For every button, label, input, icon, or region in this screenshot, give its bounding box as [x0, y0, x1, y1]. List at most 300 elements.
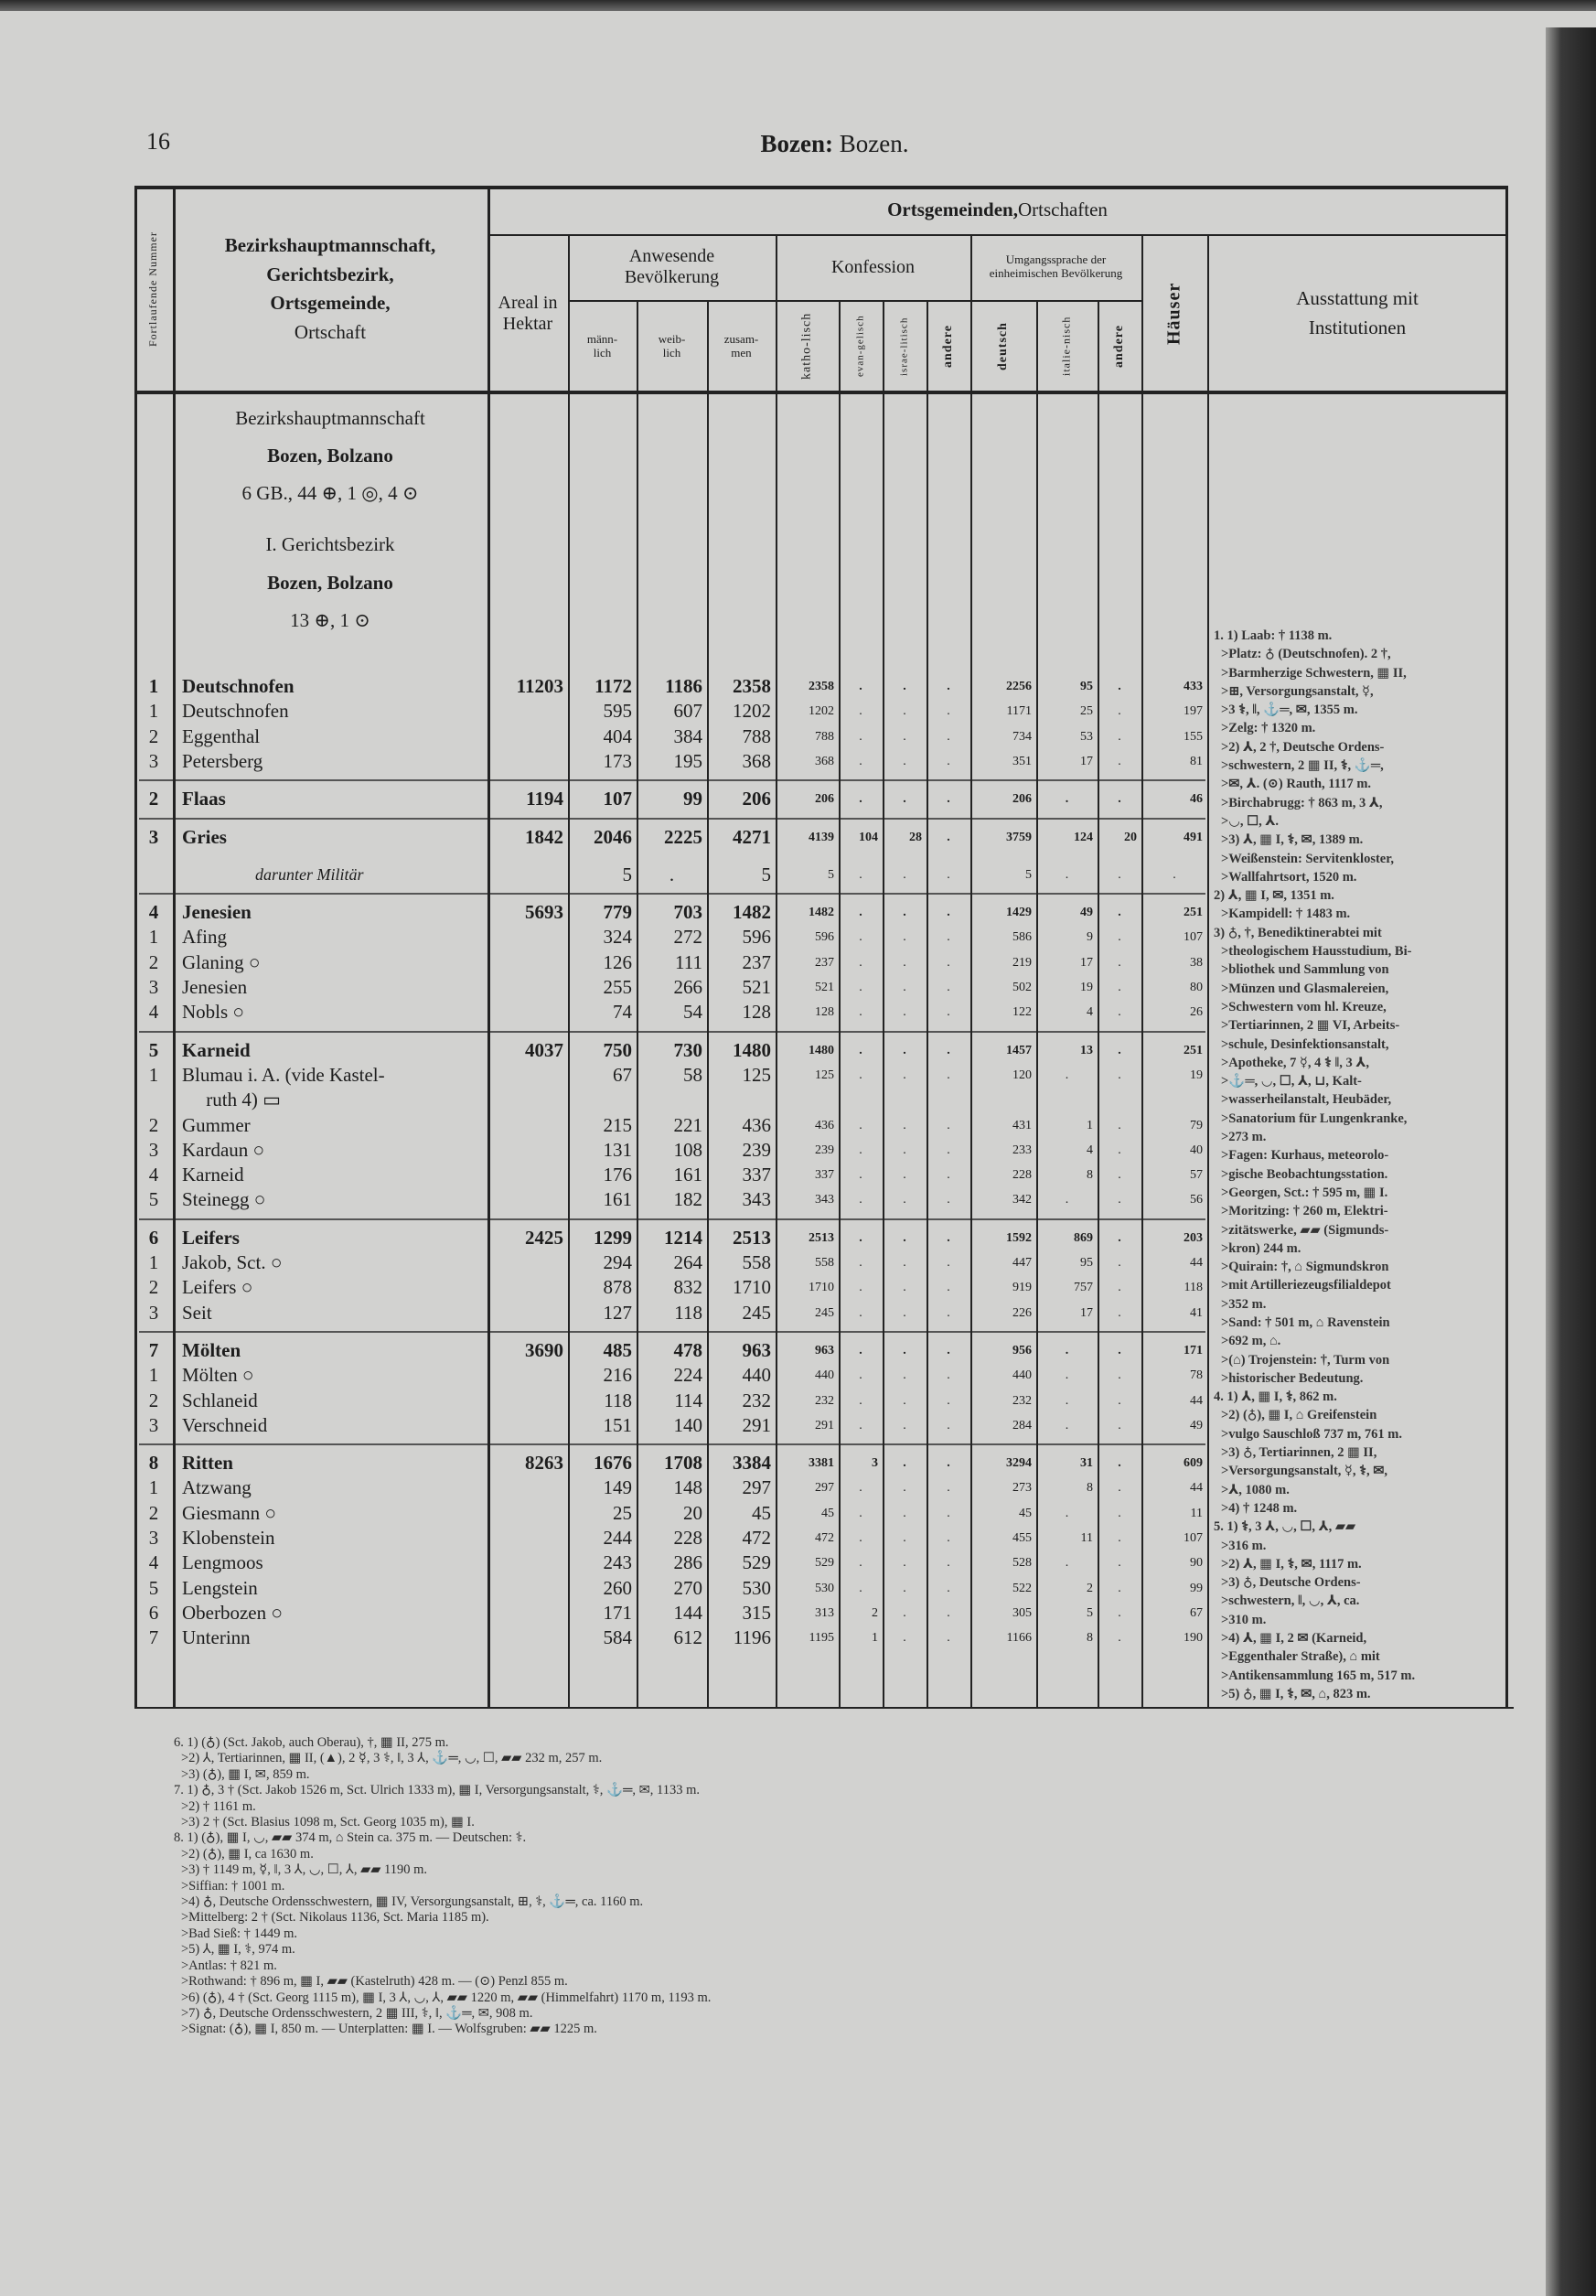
- row-value: 1186: [665, 675, 702, 697]
- table-row: [134, 1451, 1207, 1475]
- row-value: 108: [673, 1138, 702, 1161]
- row-value: 440: [742, 1364, 771, 1387]
- row-value: .: [903, 1393, 906, 1408]
- row-value: .: [947, 704, 950, 719]
- row-value: [487, 1389, 568, 1413]
- row-value: 127: [603, 1301, 632, 1324]
- row-value: 3: [872, 1456, 878, 1471]
- row-value: .: [859, 1506, 862, 1520]
- row-name: Petersberg: [182, 749, 263, 772]
- row-value: .: [859, 1281, 862, 1295]
- row-value: .: [903, 955, 906, 970]
- table-row: [134, 1163, 1207, 1187]
- row-value: 433: [1184, 680, 1203, 693]
- row-value: .: [947, 1043, 950, 1057]
- row-value: 1708: [664, 1452, 702, 1475]
- row-value: 3381: [809, 1456, 834, 1471]
- table-row: [134, 825, 1207, 850]
- group-separator: [139, 1331, 1205, 1333]
- row-value: 56: [1190, 1193, 1203, 1207]
- row-value: .: [947, 1393, 950, 1408]
- row-value: [487, 1187, 568, 1212]
- row-value: .: [1118, 704, 1121, 719]
- row-value: 118: [1184, 1281, 1203, 1295]
- footnote-line: >Bad Sieß: † 1449 m.: [181, 1926, 297, 1941]
- row-value: 1480: [809, 1043, 834, 1057]
- row-value: [487, 1475, 568, 1500]
- note-line: 3) ♁, †, Benediktinerabtei mit: [1214, 925, 1382, 940]
- row-value: 1214: [664, 1226, 702, 1249]
- row-value: [487, 1526, 568, 1550]
- row-value: 11: [1080, 1531, 1093, 1545]
- row-value: .: [1118, 906, 1121, 920]
- row-value: .: [859, 1368, 862, 1383]
- row-value: 584: [603, 1626, 632, 1649]
- row-value: .: [859, 1481, 862, 1496]
- row-number: 3: [148, 1413, 159, 1436]
- header-haeuser: Häuser: [1163, 282, 1184, 345]
- table-row: [134, 1000, 1207, 1025]
- row-value: .: [1118, 1068, 1121, 1082]
- page-title: [0, 130, 1596, 158]
- row-value: 1592: [1006, 1230, 1032, 1245]
- note-line: >(⌂) Trojenstein: †, Turm von: [1221, 1352, 1390, 1368]
- row-value: .: [859, 1193, 862, 1207]
- row-value: 596: [815, 930, 834, 945]
- table-row: [134, 1038, 1207, 1063]
- footnote-line: >3) (♁), ▦ I, ✉, 859 m.: [181, 1766, 310, 1782]
- header-konfession: Konfession: [830, 256, 916, 277]
- note-line: >310 m.: [1221, 1612, 1267, 1627]
- note-line: >Zelg: † 1320 m.: [1221, 721, 1316, 736]
- row-number: 7: [148, 1626, 159, 1649]
- group-separator: [139, 1031, 1205, 1033]
- row-value: 1195: [809, 1631, 834, 1646]
- row-value: 239: [742, 1138, 771, 1161]
- row-value: .: [859, 1068, 862, 1082]
- intro-line: Bozen, Bolzano: [267, 572, 393, 594]
- row-value: .: [859, 1230, 862, 1245]
- row-value: 182: [673, 1188, 702, 1211]
- table-row: [134, 975, 1207, 1000]
- row-value: .: [859, 1005, 862, 1020]
- row-value: 124: [1074, 830, 1093, 844]
- row-value: .: [947, 1230, 950, 1245]
- row-value: 1299: [594, 1226, 632, 1249]
- row-number: 3: [148, 1138, 159, 1161]
- header-weiblich: weib-lich: [658, 331, 686, 359]
- row-value: 522: [1012, 1581, 1032, 1595]
- row-value: 558: [742, 1251, 771, 1273]
- row-value: .: [947, 1506, 950, 1520]
- table-row: [134, 1063, 1207, 1088]
- note-line: >Weißenstein: Servitenkloster,: [1221, 851, 1394, 866]
- footnote-line: >4) ♁, Deutsche Ordensschwestern, ▦ IV, Versorgungsanstalt, ⊞, ⚕, ⚓═, ca. 1160 m.: [181, 1894, 644, 1910]
- row-value: .: [903, 1368, 906, 1383]
- row-value: 530: [742, 1576, 771, 1599]
- note-line: >2) (♁), ▦ I, ⌂ Greifenstein: [1221, 1408, 1377, 1423]
- note-line: 1. 1) Laab: † 1138 m.: [1214, 628, 1333, 643]
- row-value: 2425: [525, 1226, 563, 1249]
- row-value: 224: [673, 1364, 702, 1387]
- row-number: 4: [148, 1001, 159, 1024]
- row-value: [487, 1250, 568, 1275]
- row-value: 447: [1012, 1256, 1032, 1270]
- row-value: .: [947, 1143, 950, 1157]
- row-value: .: [859, 1531, 862, 1545]
- row-number: 3: [148, 1527, 159, 1549]
- row-value: .: [1118, 1506, 1121, 1520]
- row-value: .: [859, 1305, 862, 1320]
- table-row: [134, 950, 1207, 975]
- row-value: 206: [742, 788, 771, 810]
- row-value: .: [947, 1581, 950, 1595]
- row-value: 251: [1184, 906, 1203, 920]
- row-number: 7: [148, 1338, 159, 1361]
- column-rule: [1141, 234, 1143, 1709]
- row-value: 4139: [809, 830, 834, 844]
- table-row: [134, 1363, 1207, 1388]
- row-value: 233: [1012, 1143, 1032, 1157]
- row-value: 384: [673, 724, 702, 747]
- note-line: >bliothek und Sammlung von: [1221, 962, 1389, 978]
- row-value: .: [1118, 1481, 1121, 1496]
- note-line: >vulgo Sauschloß 737 m, 761 m.: [1221, 1426, 1403, 1442]
- column-rule: [637, 300, 638, 1709]
- row-value: 171: [603, 1601, 632, 1624]
- footnote-line: >2) † 1161 m.: [181, 1798, 256, 1814]
- note-line: 2) ⅄, ▦ I, ✉, 1351 m.: [1214, 888, 1334, 904]
- row-value: 2: [1087, 1581, 1093, 1595]
- note-line: >3) ♁, Deutsche Ordens-: [1221, 1575, 1361, 1591]
- row-value: [487, 699, 568, 724]
- row-value: 291: [742, 1413, 771, 1436]
- row-value: 237: [815, 955, 834, 970]
- row-value: .: [903, 1168, 906, 1183]
- row-value: .: [1118, 981, 1121, 994]
- row-value: 19: [1080, 981, 1093, 994]
- row-value: 436: [742, 1113, 771, 1136]
- row-value: .: [1118, 1531, 1121, 1545]
- row-value: .: [903, 1556, 906, 1571]
- row-value: .: [903, 704, 906, 719]
- row-value: .: [859, 1118, 862, 1132]
- row-value: .: [903, 1531, 906, 1545]
- row-value: .: [1118, 1118, 1121, 1132]
- row-value: 11: [1190, 1506, 1203, 1520]
- row-value: 237: [742, 950, 771, 973]
- row-value: 232: [742, 1389, 771, 1411]
- row-value: 260: [603, 1576, 632, 1599]
- table-row: [134, 1088, 1207, 1112]
- row-value: 5: [1025, 867, 1032, 882]
- row-value: 272: [673, 926, 702, 949]
- row-number: 2: [148, 724, 159, 747]
- note-line: >✉, ⅄. (⊙) Rauth, 1117 m.: [1221, 777, 1372, 792]
- header-name-line: Gerichtsbezirk,: [266, 263, 394, 285]
- row-value: 149: [603, 1476, 632, 1499]
- footnote-line: >Antlas: † 821 m.: [181, 1958, 277, 1973]
- row-number: 1: [148, 926, 159, 949]
- row-name: Klobenstein: [182, 1527, 275, 1549]
- row-value: .: [1118, 1305, 1121, 1320]
- row-value: 2256: [1006, 680, 1032, 693]
- table-row: [134, 1413, 1207, 1438]
- table-row: [134, 925, 1207, 950]
- row-value: [487, 1501, 568, 1526]
- note-line: >316 m.: [1221, 1538, 1267, 1553]
- title-bold: Bozen:: [760, 130, 833, 157]
- row-value: 1202: [809, 704, 834, 719]
- row-value: .: [1118, 680, 1121, 693]
- row-value: .: [1118, 1005, 1121, 1020]
- row-name: Lengmoos: [182, 1551, 263, 1574]
- table-row: [134, 1475, 1207, 1500]
- note-line: >schwestern, 2 ▦ II, ⚕, ⚓═,: [1221, 758, 1384, 774]
- row-value: 1676: [594, 1452, 632, 1475]
- row-value: 284: [1012, 1418, 1032, 1432]
- note-line: >2) ⅄, ▦ I, ⚕, ✉, 1117 m.: [1221, 1556, 1362, 1572]
- row-value: 28: [909, 830, 922, 844]
- row-value: .: [859, 729, 862, 744]
- note-line: >historischer Bedeutung.: [1221, 1370, 1364, 1386]
- row-value: 286: [673, 1551, 702, 1574]
- row-name: Schlaneid: [182, 1389, 258, 1411]
- row-name: ruth 4) ▭: [182, 1089, 281, 1111]
- row-value: .: [1118, 930, 1121, 945]
- row-value: 232: [815, 1393, 834, 1408]
- statistics-table: [134, 186, 1507, 1709]
- row-value: .: [1065, 1393, 1069, 1408]
- footnote-line: >7) ♁, Deutsche Ordensschwestern, 2 ▦ III, ⚕, ‖, ⚓═, ✉, 908 m.: [181, 2005, 533, 2021]
- row-value: 107: [603, 788, 632, 810]
- row-number: 1: [148, 1364, 159, 1387]
- row-value: 1166: [1006, 1631, 1032, 1646]
- row-value: .: [859, 867, 862, 882]
- column-rule: [839, 300, 841, 1709]
- row-value: 226: [1012, 1305, 1032, 1320]
- note-line: >Schwestern vom hl. Kreuze,: [1221, 999, 1387, 1014]
- row-value: 221: [673, 1113, 702, 1136]
- row-value: .: [947, 1368, 950, 1383]
- row-value: .: [1118, 1143, 1121, 1157]
- group-separator: [139, 1443, 1205, 1445]
- row-number: 8: [148, 1452, 159, 1475]
- footnote-line: >5) ⅄, ▦ I, ⚕, 974 m.: [181, 1942, 295, 1958]
- header-italienisch: italie-nisch: [1059, 316, 1073, 377]
- row-number: 2: [148, 1113, 159, 1136]
- row-value: .: [947, 1418, 950, 1432]
- row-value: [487, 975, 568, 1000]
- row-value: .: [859, 1393, 862, 1408]
- row-value: 337: [815, 1168, 834, 1183]
- row-value: 270: [673, 1576, 702, 1599]
- row-value: 3294: [1006, 1456, 1032, 1471]
- row-value: .: [947, 867, 950, 882]
- row-value: 832: [673, 1276, 702, 1299]
- row-value: 74: [613, 1001, 632, 1024]
- note-line: >Versorgungsanstalt, ☿, ⚕, ✉,: [1221, 1464, 1388, 1479]
- row-name: Karneid: [182, 1038, 251, 1061]
- table-row: [134, 1226, 1207, 1250]
- row-value: 491: [1184, 830, 1203, 844]
- row-value: [487, 1363, 568, 1388]
- note-line: >wasserheilanstalt, Heubäder,: [1221, 1092, 1392, 1108]
- row-value: .: [1118, 1556, 1121, 1571]
- row-value: 251: [1184, 1043, 1203, 1057]
- header-group-bold: Ortsgemeinden,: [887, 198, 1018, 221]
- row-value: 40: [1190, 1143, 1203, 1157]
- note-line: >352 m.: [1221, 1296, 1267, 1312]
- table-row: [134, 1601, 1207, 1625]
- row-value: 17: [1080, 1305, 1093, 1320]
- row-value: 95: [1080, 1256, 1093, 1270]
- row-name: Gries: [182, 825, 227, 848]
- intro-line: I. Gerichtsbezirk: [265, 533, 395, 555]
- row-number: 3: [148, 749, 159, 772]
- row-value: [487, 1625, 568, 1650]
- group-separator: [139, 779, 1205, 781]
- table-row: [134, 674, 1207, 699]
- table-row: [134, 1187, 1207, 1212]
- row-value: 161: [603, 1188, 632, 1211]
- row-number: 2: [148, 1276, 159, 1299]
- row-value: 1171: [1006, 704, 1032, 719]
- footnote-line: >Signat: (♁), ▦ I, 850 m. — Unterplatten: ▦ I. — Wolfsgruben: ▰▰ 1225 m.: [181, 2022, 597, 2037]
- row-value: .: [903, 867, 906, 882]
- row-value: .: [947, 830, 950, 844]
- row-value: .: [1065, 1368, 1069, 1383]
- row-value: 215: [603, 1113, 632, 1136]
- row-value: 3384: [733, 1452, 771, 1475]
- row-number: 5: [148, 1576, 159, 1599]
- row-value: .: [903, 1043, 906, 1057]
- row-number: 2: [148, 1501, 159, 1524]
- table-body: [134, 392, 1507, 1709]
- row-value: 963: [815, 1343, 834, 1357]
- row-value: 612: [673, 1626, 702, 1649]
- row-value: .: [1118, 1581, 1121, 1595]
- table-row: [134, 1138, 1207, 1163]
- row-value: .: [947, 955, 950, 970]
- column-rule: [883, 300, 884, 1709]
- table-row: [134, 1301, 1207, 1325]
- row-value: 216: [603, 1364, 632, 1387]
- row-value: 528: [1012, 1556, 1032, 1571]
- row-value: 13: [1080, 1043, 1093, 1057]
- row-value: .: [1118, 1631, 1121, 1646]
- row-value: 869: [1074, 1230, 1093, 1245]
- row-value: .: [947, 1256, 950, 1270]
- row-name: Gummer: [182, 1113, 251, 1136]
- row-value: .: [903, 1605, 906, 1620]
- row-value: 788: [742, 724, 771, 747]
- row-value: .: [669, 863, 675, 885]
- row-value: 54: [683, 1001, 702, 1024]
- row-value: 530: [815, 1581, 834, 1595]
- note-line: >Quirain: †, ⌂ Sigmundskron: [1221, 1260, 1389, 1275]
- column-rule: [568, 234, 570, 1709]
- row-value: 99: [683, 788, 702, 810]
- row-name: Steinegg ○: [182, 1188, 266, 1211]
- group-separator: [139, 893, 1205, 895]
- table-row: [134, 1275, 1207, 1300]
- row-value: 2046: [594, 825, 632, 848]
- row-value: 118: [674, 1301, 702, 1324]
- column-rule: [1098, 300, 1099, 1709]
- row-value: .: [903, 1456, 906, 1471]
- row-value: 107: [1184, 1531, 1203, 1545]
- row-name: Blumau i. A. (vide Kastel-: [182, 1063, 385, 1086]
- table-row: [134, 1576, 1207, 1601]
- row-value: .: [903, 680, 906, 693]
- intro-line: 13 ⊕, 1 ⊙: [290, 609, 370, 631]
- table-bottom-rule: [134, 1707, 1514, 1709]
- table-row: [134, 1550, 1207, 1575]
- row-name: Unterinn: [182, 1626, 251, 1649]
- row-value: .: [1173, 867, 1176, 882]
- row-value: 273: [1012, 1481, 1032, 1496]
- row-number: 1: [148, 1251, 159, 1273]
- row-value: 114: [674, 1389, 702, 1411]
- note-line: >Wallfahrtsort, 1520 m.: [1221, 869, 1357, 885]
- note-line: >692 m, ⌂.: [1221, 1334, 1281, 1349]
- row-value: .: [859, 955, 862, 970]
- row-name: Deutschnofen: [182, 700, 289, 723]
- footnote-line: >Siffian: † 1001 m.: [181, 1878, 285, 1894]
- row-value: .: [903, 1281, 906, 1295]
- header-name-line: Ortsgemeinde,: [270, 292, 391, 314]
- row-value: .: [903, 1581, 906, 1595]
- row-name: Lengstein: [182, 1576, 258, 1599]
- note-line: >4) † 1248 m.: [1221, 1500, 1298, 1516]
- row-value: 521: [742, 976, 771, 998]
- row-value: [487, 863, 568, 887]
- row-value: 8: [1087, 1168, 1093, 1183]
- row-value: 118: [604, 1389, 632, 1411]
- column-rule: [707, 300, 709, 1709]
- footnote-line: 7. 1) ♁, 3 † (Sct. Jakob 1526 m, Sct. Ulrich 1333 m), ▦ I, Versorgungsanstalt, ⚕, ⚓═, ✉, 1133 m.: [174, 1783, 700, 1798]
- table-row: [134, 699, 1207, 724]
- footnote-line: 8. 1) (♁), ▦ I, ◡, ▰▰ 374 m, ⌂ Stein ca. 375 m. — Deutschen: ⚕.: [174, 1830, 527, 1846]
- row-value: 5: [622, 863, 632, 885]
- column-rule: [970, 234, 972, 1709]
- table-row: [134, 1389, 1207, 1413]
- row-number: 4: [148, 1164, 159, 1186]
- row-value: 25: [613, 1501, 632, 1524]
- row-value: 140: [673, 1413, 702, 1436]
- group-separator: [139, 1218, 1205, 1220]
- row-value: .: [947, 1556, 950, 1571]
- row-value: 2358: [733, 675, 771, 697]
- column-rule: [1207, 234, 1209, 1709]
- row-value: .: [903, 1631, 906, 1646]
- row-name: Deutschnofen: [182, 675, 295, 697]
- row-value: .: [859, 680, 862, 693]
- row-value: .: [947, 930, 950, 945]
- row-value: .: [903, 1256, 906, 1270]
- row-value: 351: [1012, 754, 1032, 768]
- row-value: 126: [603, 950, 632, 973]
- row-value: .: [947, 680, 950, 693]
- row-value: 20: [1124, 830, 1137, 844]
- row-value: 1480: [733, 1038, 771, 1061]
- row-value: 596: [742, 926, 771, 949]
- row-value: .: [859, 1343, 862, 1357]
- row-value: .: [859, 1581, 862, 1595]
- header-ausstattung: Ausstattung mit Institutionen: [1296, 287, 1419, 338]
- row-name: Mölten: [182, 1338, 241, 1361]
